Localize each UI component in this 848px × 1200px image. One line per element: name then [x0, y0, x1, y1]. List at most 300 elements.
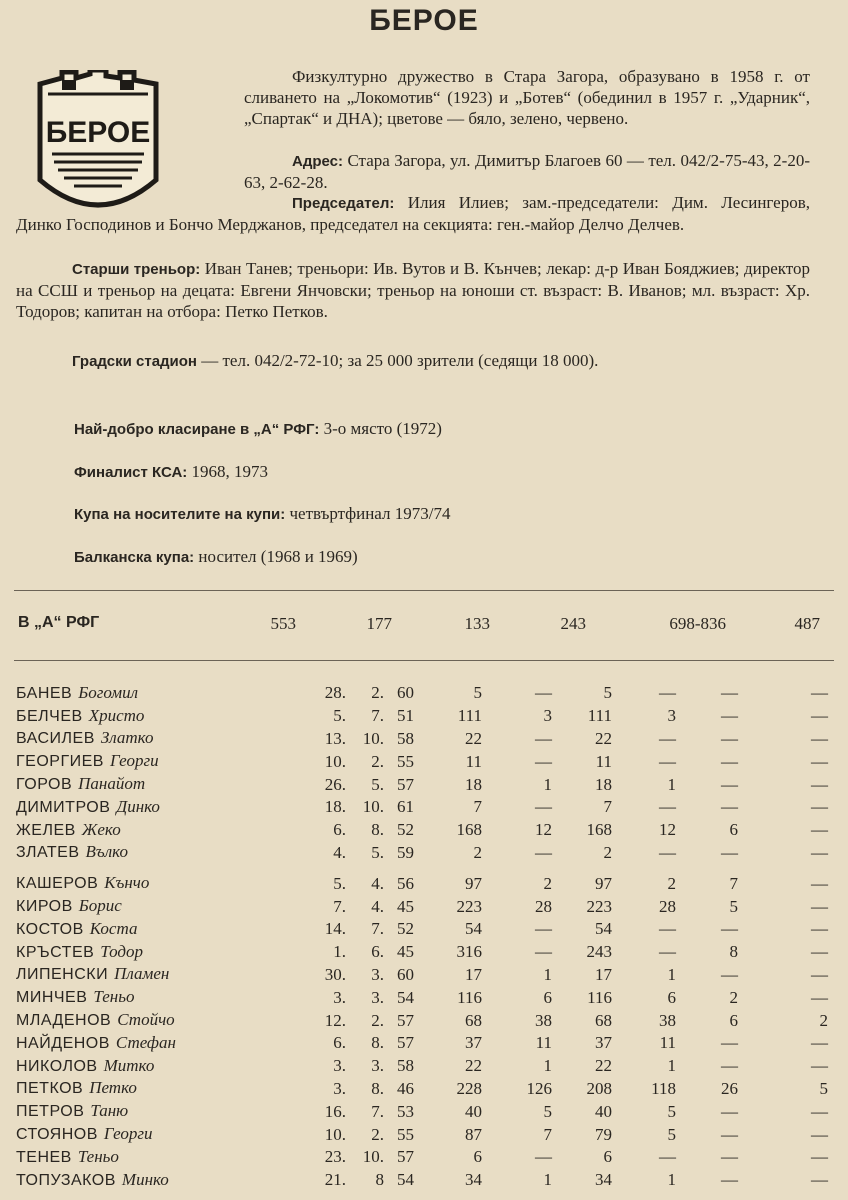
player-name — [16, 728, 306, 751]
player-first-name: Теньо — [77, 1146, 119, 1166]
matches-total: 228 — [456, 1078, 482, 1098]
player-first-name: Митко — [103, 1055, 155, 1075]
league-goals: 28 — [659, 896, 676, 916]
goals-total: 11 — [535, 1033, 552, 1053]
birth-month: 8. — [371, 1033, 384, 1053]
player-row — [16, 796, 828, 819]
summary-matches: 553 — [270, 614, 296, 633]
player-name — [16, 941, 306, 964]
cup-goals: — — [811, 683, 828, 703]
league-matches: 34 — [595, 1170, 612, 1190]
birth-year: 54 — [397, 1170, 414, 1190]
player-row — [16, 728, 828, 751]
birth-year: 57 — [397, 1033, 414, 1053]
birth-year: 59 — [397, 842, 414, 862]
player-surname: ТОПУЗАКОВ — [16, 1171, 116, 1189]
address-label: Адрес: — [292, 153, 343, 170]
cup-matches: 6 — [729, 1010, 738, 1030]
player-first-name: Стефан — [115, 1032, 176, 1052]
league-goals: 11 — [659, 1033, 676, 1053]
league-goals: 1 — [667, 774, 676, 794]
league-goals: — — [659, 683, 676, 703]
player-first-name: Жеко — [81, 819, 121, 839]
player-surname: КРЪСТЕВ — [16, 943, 95, 961]
player-surname: КАШЕРОВ — [16, 875, 99, 893]
player-first-name: Минко — [121, 1169, 169, 1189]
player-row — [16, 750, 828, 773]
coach-value: Иван Танев; треньори: Ив. Вутов и В. Кънчев; лекар: д-р Иван Бояджиев; директор на ССШ и треньор на децата: Евгени Янчовски; треньор на юноши ст. възраст: В. Иванов; мл. възраст: Хр. Тодоров; капитан на отбора: Петко Петков. — [16, 259, 811, 321]
player-surname: ГЕОРГИЕВ — [16, 753, 104, 771]
birth-month: 10. — [362, 1147, 384, 1167]
league-goals: 118 — [651, 1078, 676, 1098]
summary-points: 487 — [794, 614, 820, 633]
honour-value: четвъртфинал 1973/74 — [289, 504, 451, 523]
player-first-name: Георги — [109, 751, 159, 771]
league-matches: 5 — [603, 683, 612, 703]
cup-goals: — — [811, 797, 828, 817]
player-first-name: Панайот — [78, 774, 146, 794]
league-matches: 243 — [586, 942, 612, 962]
birth-day: 6. — [333, 1033, 346, 1053]
player-row — [16, 1169, 828, 1192]
player-first-name: Стойчо — [117, 1010, 175, 1030]
birth-month: 5. — [371, 774, 384, 794]
matches-total: 40 — [465, 1101, 482, 1121]
matches-total: 17 — [465, 964, 482, 984]
birth-day: 5. — [333, 873, 346, 893]
cup-goals: — — [811, 1033, 828, 1053]
birth-year: 54 — [397, 987, 414, 1007]
birth-day: 18. — [324, 797, 346, 817]
goals-total: — — [535, 751, 552, 771]
cup-matches: — — [721, 1101, 738, 1121]
cup-goals: — — [811, 1056, 828, 1076]
goals-total: 1 — [543, 1056, 552, 1076]
league-goals: 5 — [667, 1124, 676, 1144]
honour-value: 3-о място (1972) — [323, 419, 442, 438]
player-row — [16, 1100, 828, 1123]
birth-month: 3. — [371, 964, 384, 984]
player-row — [16, 1055, 828, 1078]
cup-goals: — — [811, 896, 828, 916]
birth-day: 30. — [324, 964, 346, 984]
summary-wins: 177 — [366, 614, 392, 633]
player-first-name: Таню — [90, 1101, 129, 1121]
cup-goals: — — [811, 1147, 828, 1167]
cup-matches: — — [721, 1056, 738, 1076]
cup-matches: — — [721, 728, 738, 748]
birth-month: 4. — [371, 896, 384, 916]
player-name — [16, 1032, 306, 1055]
cup-matches: — — [721, 683, 738, 703]
league-matches: 37 — [595, 1033, 612, 1053]
chairman-value: Илия Илиев; зам.-председатели: Дим. Лесингеров, Динко Господинов и Бончо Мерджанов, председател на секцията: ген.-майор Делчо Делчев. — [16, 193, 810, 234]
birth-month: 2. — [371, 751, 384, 771]
player-first-name: Златко — [100, 728, 154, 748]
address-value: Стара Загора, ул. Димитър Благоев 60 — тел. 042/2-75-43, 2-20-63, 2-62-28. — [244, 151, 811, 192]
league-goals: — — [659, 1147, 676, 1167]
cup-goals: — — [811, 820, 828, 840]
league-goals: 2 — [667, 873, 676, 893]
stadium-value: — тел. 042/2-72-10; за 25 000 зрители (седящи 18 000). — [201, 351, 599, 370]
player-surname: ЖЕЛЕВ — [16, 821, 76, 839]
goals-total: — — [535, 797, 552, 817]
matches-total: 2 — [473, 842, 482, 862]
league-goals: 38 — [659, 1010, 676, 1030]
divider — [14, 590, 834, 591]
cup-matches: — — [721, 1124, 738, 1144]
birth-year: 57 — [397, 1147, 414, 1167]
league-matches: 7 — [603, 797, 612, 817]
player-name — [16, 1169, 306, 1192]
league-matches: 68 — [595, 1010, 612, 1030]
player-row — [16, 842, 828, 865]
player-first-name: Тодор — [100, 941, 144, 961]
birth-month: 8. — [371, 820, 384, 840]
player-surname: ПЕТКОВ — [16, 1080, 84, 1098]
birth-month: 6. — [371, 942, 384, 962]
club-coaching-staff — [16, 258, 810, 322]
birth-year: 55 — [397, 751, 414, 771]
player-first-name: Динко — [116, 796, 160, 816]
goals-total: 28 — [535, 896, 552, 916]
player-first-name: Христо — [88, 705, 145, 725]
league-goals: — — [659, 751, 676, 771]
goals-total: 2 — [543, 873, 552, 893]
league-goals: — — [659, 797, 676, 817]
birth-year: 51 — [397, 706, 414, 726]
birth-month: 2. — [371, 1124, 384, 1144]
birth-year: 58 — [397, 728, 414, 748]
league-matches: 40 — [595, 1101, 612, 1121]
stadium-label: Градски стадион — [72, 353, 197, 370]
goals-total: 12 — [535, 820, 552, 840]
player-surname: ПЕТРОВ — [16, 1103, 85, 1121]
league-matches: 54 — [595, 919, 612, 939]
player-name — [16, 796, 306, 819]
league-matches: 97 — [595, 873, 612, 893]
league-matches: 22 — [595, 728, 612, 748]
player-name — [16, 895, 306, 918]
honour-label: Финалист КСА: — [74, 464, 188, 481]
player-surname: БЕЛЧЕВ — [16, 707, 83, 725]
player-row — [16, 682, 828, 705]
summary-label: В „А“ РФГ — [18, 614, 100, 631]
birth-day: 21. — [324, 1170, 346, 1190]
player-row — [16, 819, 828, 842]
matches-total: 37 — [465, 1033, 482, 1053]
cup-matches: 5 — [729, 896, 738, 916]
league-matches: 18 — [595, 774, 612, 794]
birth-month: 7. — [371, 706, 384, 726]
player-first-name: Георги — [103, 1124, 153, 1144]
player-surname: ГОРОВ — [16, 776, 73, 794]
matches-total: 5 — [473, 683, 482, 703]
birth-day: 7. — [333, 896, 346, 916]
birth-day: 10. — [324, 1124, 346, 1144]
birth-day: 14. — [324, 919, 346, 939]
player-row — [16, 705, 828, 728]
player-row — [16, 895, 828, 918]
cup-goals: — — [811, 1170, 828, 1190]
birth-day: 23. — [324, 1147, 346, 1167]
birth-day: 4. — [333, 842, 346, 862]
cup-goals: — — [811, 873, 828, 893]
league-matches: 17 — [595, 964, 612, 984]
cup-goals: — — [811, 751, 828, 771]
crest-text: БЕРОЕ — [45, 116, 151, 149]
cup-matches: — — [721, 797, 738, 817]
player-name — [16, 1123, 306, 1146]
summary-draws: 133 — [464, 614, 490, 633]
cup-goals: — — [811, 987, 828, 1007]
goals-total: — — [535, 942, 552, 962]
player-first-name: Борис — [78, 896, 122, 916]
player-name — [16, 1100, 306, 1123]
birth-year: 56 — [397, 873, 414, 893]
player-row — [16, 1123, 828, 1146]
league-goals: 3 — [667, 706, 676, 726]
league-goals: 12 — [659, 820, 676, 840]
player-first-name: Пламен — [114, 964, 170, 984]
league-matches: 2 — [603, 842, 612, 862]
goals-total: 1 — [543, 774, 552, 794]
player-name — [16, 986, 306, 1009]
cup-goals: 5 — [819, 1078, 828, 1098]
birth-month: 3. — [371, 987, 384, 1007]
club-stadium — [16, 350, 816, 372]
player-name — [16, 1009, 306, 1032]
birth-year: 53 — [397, 1101, 414, 1121]
birth-day: 10. — [324, 751, 346, 771]
divider — [14, 660, 834, 661]
player-name — [16, 1055, 306, 1078]
league-matches: 116 — [587, 987, 612, 1007]
cup-goals: — — [811, 728, 828, 748]
league-summary-row — [0, 614, 848, 640]
birth-year: 45 — [397, 896, 414, 916]
cup-goals: — — [811, 1124, 828, 1144]
cup-goals: — — [811, 942, 828, 962]
player-name — [16, 1078, 306, 1101]
player-name — [16, 918, 306, 941]
matches-total: 316 — [456, 942, 482, 962]
cup-matches: 6 — [729, 820, 738, 840]
birth-day: 6. — [333, 820, 346, 840]
player-surname: ВАСИЛЕВ — [16, 730, 95, 748]
birth-year: 57 — [397, 774, 414, 794]
league-matches: 111 — [587, 706, 612, 726]
player-first-name: Теньо — [93, 987, 135, 1007]
honour-league — [74, 418, 442, 440]
goals-total: 1 — [543, 964, 552, 984]
league-matches: 223 — [586, 896, 612, 916]
goals-total: 38 — [535, 1010, 552, 1030]
player-row — [16, 964, 828, 987]
cup-goals: — — [811, 919, 828, 939]
player-name — [16, 819, 306, 842]
player-name — [16, 842, 306, 865]
player-surname: НИКОЛОВ — [16, 1057, 98, 1075]
cup-matches: — — [721, 1147, 738, 1167]
birth-day: 3. — [333, 987, 346, 1007]
summary-losses: 243 — [560, 614, 586, 633]
birth-day: 3. — [333, 1078, 346, 1098]
player-surname: ЛИПЕНСКИ — [16, 966, 109, 984]
cup-matches: — — [721, 706, 738, 726]
matches-total: 7 — [473, 797, 482, 817]
birth-day: 5. — [333, 706, 346, 726]
goals-total: — — [535, 728, 552, 748]
honour-label: Купа на носителите на купи: — [74, 506, 286, 523]
player-row — [16, 1078, 828, 1101]
league-goals: 6 — [667, 987, 676, 1007]
player-surname: МЛАДЕНОВ — [16, 1012, 112, 1030]
matches-total: 54 — [465, 919, 482, 939]
matches-total: 68 — [465, 1010, 482, 1030]
birth-month: 7. — [371, 1101, 384, 1121]
goals-total: — — [535, 1147, 552, 1167]
matches-total: 111 — [457, 706, 482, 726]
birth-year: 46 — [397, 1078, 414, 1098]
birth-month: 7. — [371, 919, 384, 939]
matches-total: 97 — [465, 873, 482, 893]
cup-goals: — — [811, 964, 828, 984]
league-matches: 208 — [586, 1078, 612, 1098]
player-first-name: Вълко — [85, 842, 128, 862]
cup-matches: — — [721, 1033, 738, 1053]
birth-month: 4. — [371, 873, 384, 893]
player-surname: ТЕНЕВ — [16, 1148, 72, 1166]
honour-balkan-cup — [74, 546, 358, 568]
cup-matches: 26 — [721, 1078, 738, 1098]
league-goals: 1 — [667, 1056, 676, 1076]
birth-month: 8. — [371, 1078, 384, 1098]
birth-year: 57 — [397, 1010, 414, 1030]
goals-total: 7 — [543, 1124, 552, 1144]
cup-matches: — — [721, 751, 738, 771]
summary-goals: 698-836 — [669, 614, 726, 633]
player-surname: ЗЛАТЕВ — [16, 844, 80, 862]
player-name — [16, 964, 306, 987]
coach-label: Старши треньор: — [72, 261, 201, 278]
player-surname: МИНЧЕВ — [16, 989, 88, 1007]
cup-goals: — — [811, 1101, 828, 1121]
club-chairman — [16, 192, 810, 235]
birth-day: 28. — [324, 683, 346, 703]
player-row — [16, 986, 828, 1009]
matches-total: 11 — [465, 751, 482, 771]
league-goals: — — [659, 728, 676, 748]
cup-matches: — — [721, 964, 738, 984]
player-surname: КИРОВ — [16, 898, 73, 916]
honour-value: носител (1968 и 1969) — [198, 547, 358, 566]
player-row — [16, 941, 828, 964]
cup-matches: 7 — [729, 873, 738, 893]
player-row — [16, 1009, 828, 1032]
matches-total: 168 — [456, 820, 482, 840]
goals-total: 6 — [543, 987, 552, 1007]
league-matches: 22 — [595, 1056, 612, 1076]
player-surname: НАЙДЕНОВ — [16, 1034, 110, 1052]
chairman-label: Председател: — [292, 195, 395, 212]
birth-day: 3. — [333, 1056, 346, 1076]
matches-total: 87 — [465, 1124, 482, 1144]
player-name — [16, 773, 306, 796]
player-first-name: Коста — [89, 918, 138, 938]
player-row — [16, 918, 828, 941]
player-surname: КОСТОВ — [16, 920, 84, 938]
matches-total: 116 — [457, 987, 482, 1007]
birth-year: 52 — [397, 820, 414, 840]
cup-goals: — — [811, 774, 828, 794]
player-name — [16, 1146, 306, 1169]
players-table — [16, 682, 828, 1192]
birth-month: 2. — [371, 1010, 384, 1030]
birth-day: 16. — [324, 1101, 346, 1121]
matches-total: 223 — [456, 896, 482, 916]
league-matches: 79 — [595, 1124, 612, 1144]
birth-year: 60 — [397, 964, 414, 984]
league-goals: — — [659, 942, 676, 962]
player-first-name: Петко — [89, 1078, 137, 1098]
birth-month: 2. — [371, 683, 384, 703]
honour-cup-final — [74, 461, 268, 483]
cup-matches: — — [721, 919, 738, 939]
cup-goals: 2 — [819, 1010, 828, 1030]
cup-matches: 8 — [729, 942, 738, 962]
cup-matches: — — [721, 1170, 738, 1190]
birth-month: 10. — [362, 728, 384, 748]
birth-year: 55 — [397, 1124, 414, 1144]
goals-total: — — [535, 683, 552, 703]
player-row — [16, 1146, 828, 1169]
league-goals: 5 — [667, 1101, 676, 1121]
league-matches: 11 — [595, 751, 612, 771]
league-matches: 168 — [586, 820, 612, 840]
matches-total: 34 — [465, 1170, 482, 1190]
league-goals: 1 — [667, 1170, 676, 1190]
birth-day: 13. — [324, 728, 346, 748]
honour-label: Най-добро класиране в „А“ РФГ: — [74, 421, 320, 438]
birth-day: 1. — [333, 942, 346, 962]
player-surname: БАНЕВ — [16, 684, 73, 702]
league-goals: — — [659, 919, 676, 939]
honour-value: 1968, 1973 — [191, 462, 269, 481]
club-intro: Физкултурно дружество в Стара Загора, образувано в 1958 г. от сливането на „Локомотив“ (1923) и „Ботев“ (обединил в 1957 г. „Ударник“, „Спартак“ и ДНА); цветове — бяло, зелено, червено. — [244, 67, 810, 128]
honour-cup-winners-cup — [74, 503, 450, 525]
goals-total: 1 — [543, 1170, 552, 1190]
player-first-name: Кънчо — [104, 873, 150, 893]
cup-goals: — — [811, 706, 828, 726]
matches-total: 6 — [473, 1147, 482, 1167]
birth-day: 26. — [324, 774, 346, 794]
birth-year: 60 — [397, 683, 414, 703]
player-surname: ДИМИТРОВ — [16, 798, 111, 816]
player-name — [16, 705, 306, 728]
cup-matches: — — [721, 774, 738, 794]
honour-label: Балканска купа: — [74, 549, 195, 566]
birth-year: 61 — [397, 797, 414, 817]
club-address — [244, 150, 810, 193]
player-name — [16, 864, 306, 895]
league-goals: 1 — [667, 964, 676, 984]
player-row — [16, 773, 828, 796]
matches-total: 18 — [465, 774, 482, 794]
birth-month: 8 — [375, 1170, 384, 1190]
player-row — [16, 1032, 828, 1055]
matches-total: 22 — [465, 1056, 482, 1076]
